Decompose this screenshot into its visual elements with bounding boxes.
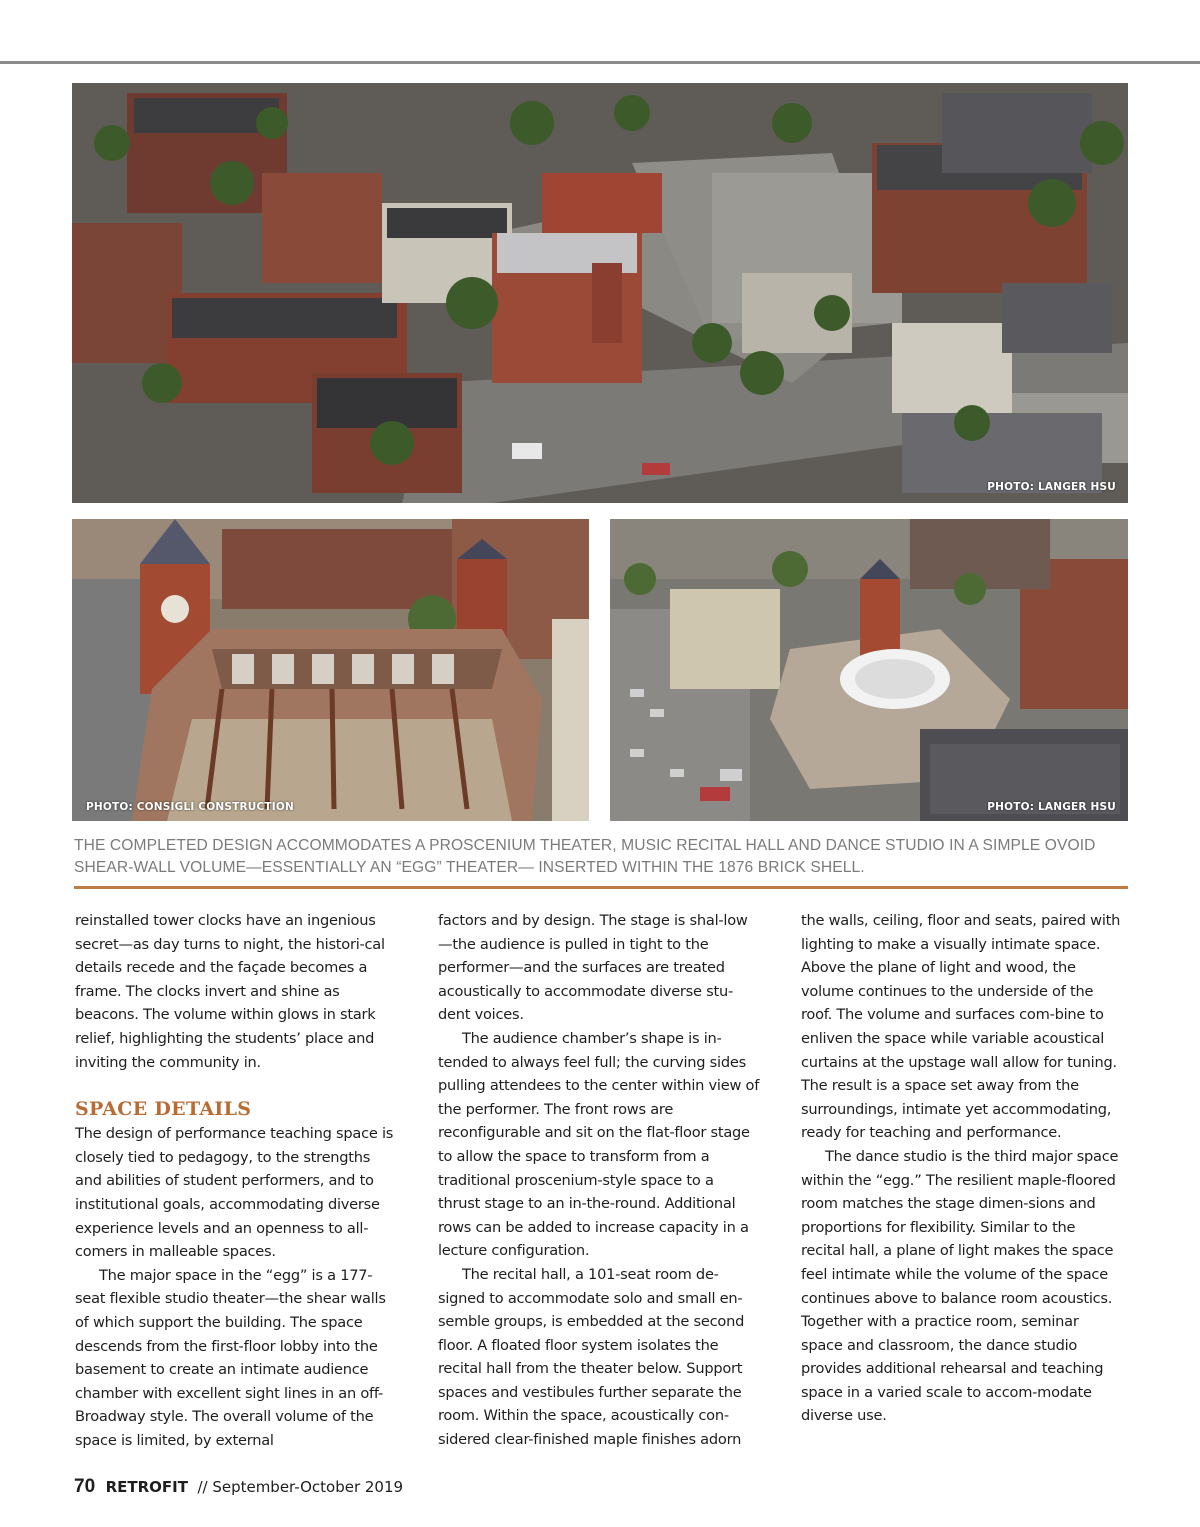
- caption-rule: [74, 886, 1128, 889]
- page-footer: [74, 1476, 403, 1499]
- section-heading: SPACE DETAILS: [75, 1098, 252, 1121]
- magazine-name: RETROFIT: [105, 1478, 188, 1496]
- paragraph: reinstalled tower clocks have an ingenious secret—as day turns to night, the histori-cal details recede and the façade becomes a frame. The clocks invert and shine as beacons. The volume within glows in stark relief, highlighting the students’ place and inviting the community in.: [75, 912, 385, 1071]
- photo-credit-left: PHOTO: CONSIGLI CONSTRUCTION: [86, 801, 294, 813]
- paragraph: factors and by design. The stage is shal-low—the audience is pulled in tight to the performer—and the surfaces are treated acoustically to accommodate diverse stu-dent voices.: [438, 912, 748, 1024]
- paragraph: The recital hall, a 101-seat room de-signed to accommodate solo and small en-semble groups, is embedded at the second floor. A floated floor system isolates the recital hall from the theater below. Support spaces and vestibules further separate the room. Within the space, acoustically con-sidered clear-finished maple finishes adorn: [438, 1265, 745, 1449]
- egg-insertion-photo: [610, 519, 1128, 821]
- paragraph: The design of performance teaching space is closely tied to pedagogy, to the strengths and abilities of student performers, and to institutional goals, accommodating diverse experience levels and an openness to all-comers in malleable spaces.: [75, 1125, 394, 1261]
- construction-shell-image: [72, 519, 589, 821]
- paragraph: The major space in the “egg” is a 177-seat flexible studio theater—the shear walls of which support the building. The space descends from the first-floor lobby into the basement to create an intimate audience chamber with excellent sight lines in an off-Broadway style. The overall volume of the space is limited, by external: [75, 1266, 386, 1449]
- issue-date: // September-October 2019: [197, 1478, 404, 1496]
- egg-insertion-image: [610, 519, 1128, 821]
- construction-shell-photo: [72, 519, 589, 821]
- photo-caption: THE COMPLETED DESIGN ACCOMMODATES A PROSCENIUM THEATER, MUSIC RECITAL HALL AND DANCE STUDIO IN A SIMPLE OVOID SHEAR-WALL VOLUME—ESSENTIALLY AN “EGG” THEATER— INSERTED WITHIN THE 1876 BRICK SHELL.: [74, 837, 1096, 876]
- article-column-3: [801, 909, 1123, 1428]
- aerial-photo-completed: [72, 83, 1128, 503]
- article-column-2: [438, 909, 760, 1452]
- top-rule: [0, 61, 1200, 64]
- page-number: 70: [74, 1476, 96, 1497]
- aerial-photo-image: [72, 83, 1128, 503]
- article-column-1: [75, 909, 397, 1452]
- paragraph: The audience chamber’s shape is in-tended to always feel full; the curving sides pulling attendees to the center within view of the performer. The front rows are reconfigurable and sit on the flat-floor stage to allow the space to transform from a traditional proscenium-style space to a thrust stage to an in-the-round. Additional rows can be added to increase capacity in a lecture configuration.: [438, 1029, 760, 1260]
- paragraph: The dance studio is the third major space within the “egg.” The resilient maple-floored room matches the stage dimen-sions and proportions for flexibility. Similar to the recital hall, a plane of light makes the space feel intimate while the volume of the space continues above to balance room acoustics. Together with a practice room, seminar space and classroom, the dance studio provides additional rehearsal and teaching space in a varied scale to accom-modate diverse use.: [801, 1147, 1119, 1425]
- photo-credit-right: PHOTO: LANGER HSU: [987, 801, 1116, 813]
- photo-credit-top: PHOTO: LANGER HSU: [987, 481, 1116, 493]
- paragraph: the walls, ceiling, floor and seats, paired with lighting to make a visually intimate space. Above the plane of light and wood, the volume continues to the underside of the roof. The volume and surfaces com-bine to enliven the space while variable acoustical curtains at the upstage wall allow for tuning. The result is a space set away from the surroundings, intimate yet accommodating, ready for teaching and performance.: [801, 912, 1121, 1142]
